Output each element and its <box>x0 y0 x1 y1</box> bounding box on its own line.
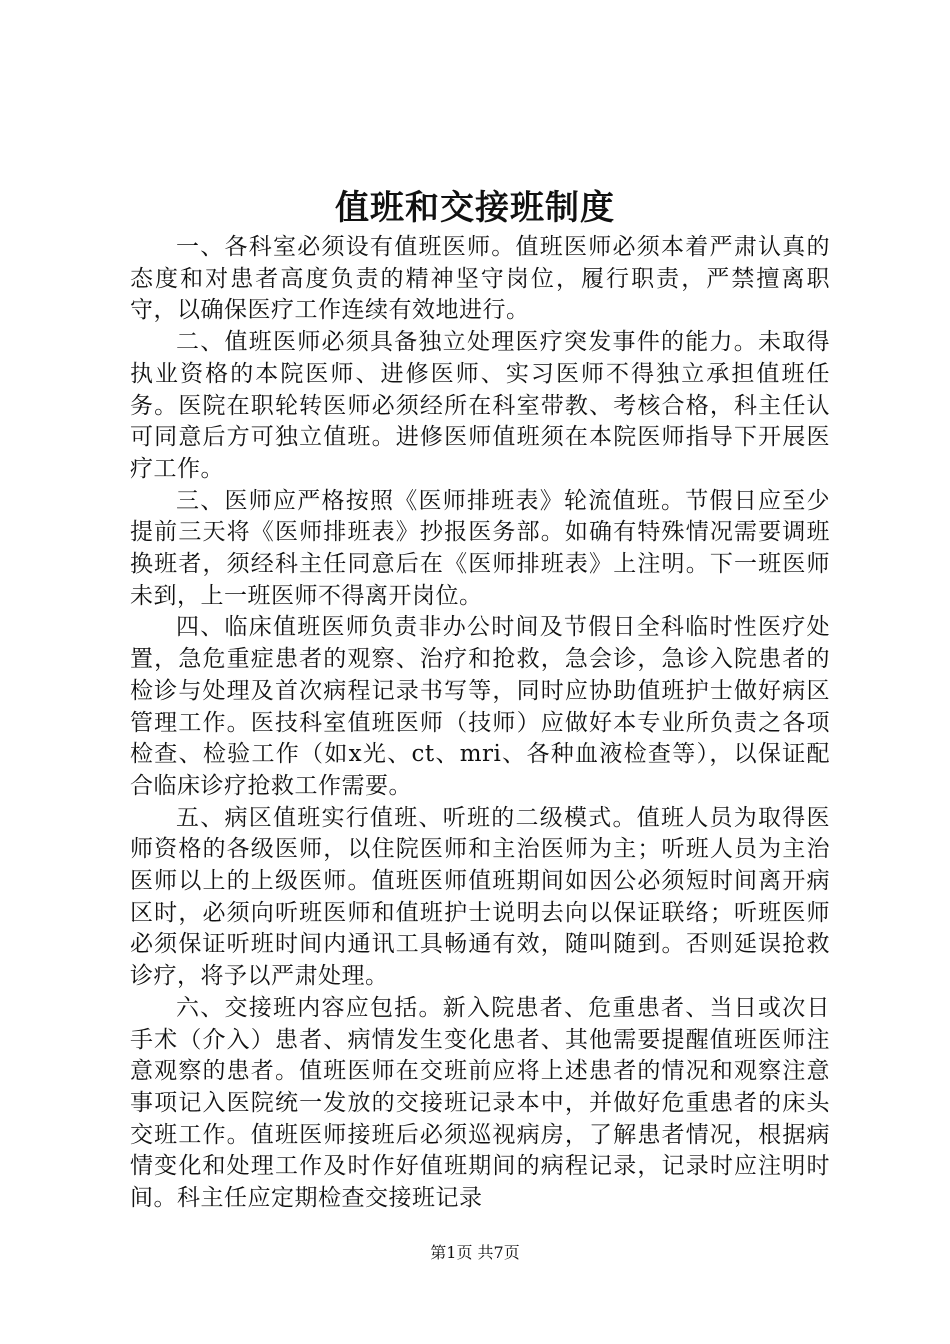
paragraph-2: 二、值班医师必须具备独立处理医疗突发事件的能力。未取得执业资格的本院医师、进修医师、实习医师不得独立承担值班任务。医院在职轮转医师必须经所在科室带教、考核合格，科主任认可同意后方可独立值班。进修医师值班须在本院医师指导下开展医疗工作。 <box>130 329 830 482</box>
paragraph-4: 四、临床值班医师负责非办公时间及节假日全科临时性医疗处置，急危重症患者的观察、治疗和抢救，急会诊，急诊入院患者的检诊与处理及首次病程记录书写等，同时应协助值班护士做好病区管理工作。医技科室值班医师（技师）应做好本专业所负责之各项检查、检验工作（如x光、ct、mri、各种血液检查等），以保证配合临床诊疗抢救工作需要。 <box>130 614 830 799</box>
page-number-footer: 第1页 共7页 <box>430 1243 520 1262</box>
document-title: 值班和交接班制度 <box>335 188 615 228</box>
paragraph-3: 三、医师应严格按照《医师排班表》轮流值班。节假日应至少提前三天将《医师排班表》抄报医务部。如确有特殊情况需要调班换班者，须经科主任同意后在《医师排班表》上注明。下一班医师未到，上一班医师不得离开岗位。 <box>130 487 830 609</box>
document-body <box>130 232 830 1215</box>
paragraph-6: 六、交接班内容应包括。新入院患者、危重患者、当日或次日手术（介入）患者、病情发生变化患者、其他需要提醒值班医师注意观察的患者。值班医师在交班前应将上述患者的情况和观察注意事项记入医院统一发放的交接班记录本中，并做好危重患者的床头交班工作。值班医师接班后必须巡视病房，了解患者情况，根据病情变化和处理工作及时作好值班期间的病程记录，记录时应注明时间。科主任应定期检查交接班记录 <box>130 994 830 1212</box>
paragraph-1: 一、各科室必须设有值班医师。值班医师必须本着严肃认真的态度和对患者高度负责的精神坚守岗位，履行职责，严禁擅离职守，以确保医疗工作连续有效地进行。 <box>130 234 830 324</box>
paragraph-5: 五、病区值班实行值班、听班的二级模式。值班人员为取得医师资格的各级医师，以住院医师和主治医师为主；听班人员为主治医师以上的上级医师。值班医师值班期间如因公必须短时间离开病区时，必须向听班医师和值班护士说明去向以保证联络；听班医师必须保证听班时间内通讯工具畅通有效，随叫随到。否则延误抢救诊疗，将予以严肃处理。 <box>130 804 830 990</box>
